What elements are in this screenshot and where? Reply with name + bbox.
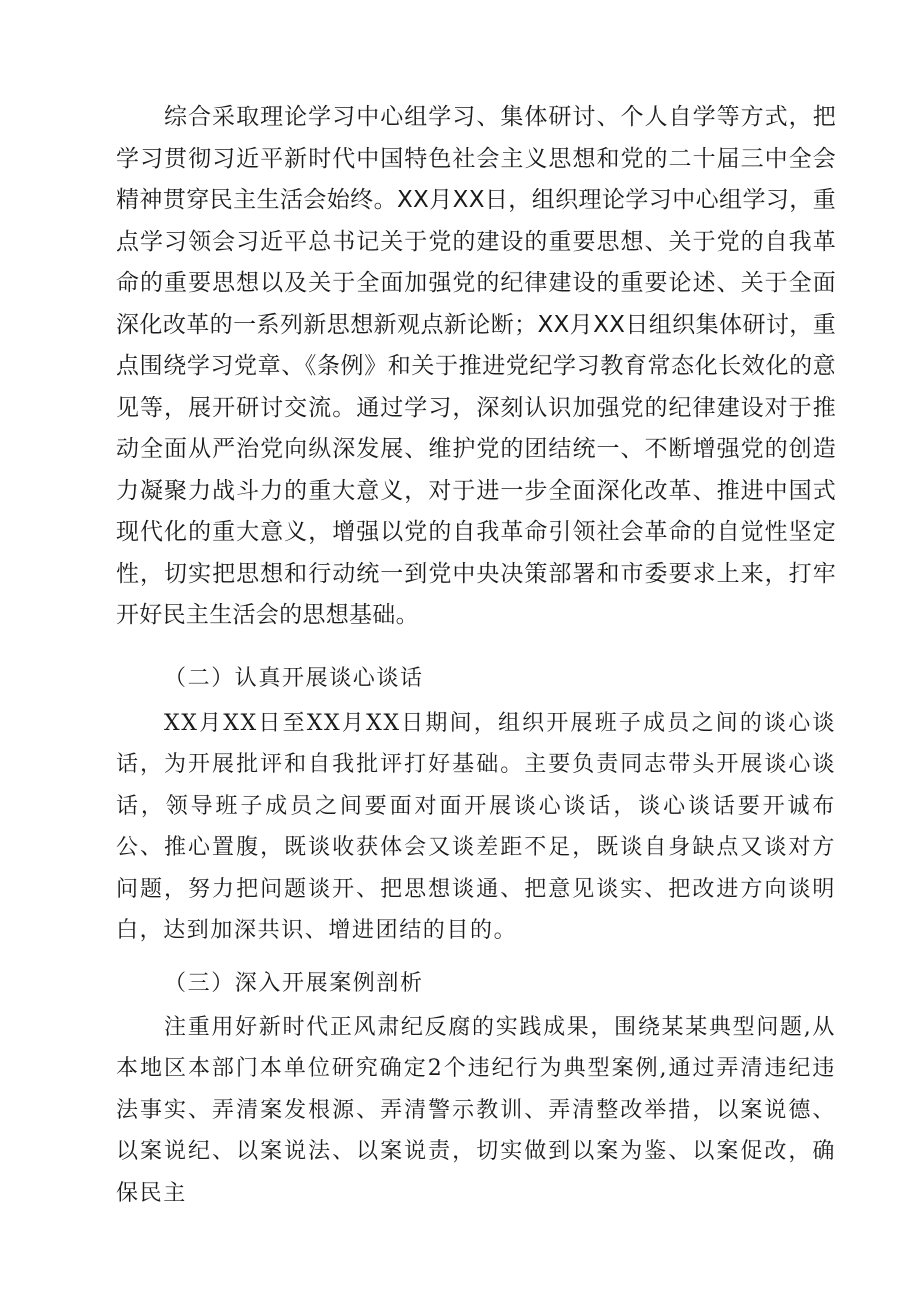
paragraph-text: XX月XX日至XX月XX日期间，组织开展班子成员之间的谈心谈话，为开展批评和自我批评打好基础。主要负责同志带头开展谈心谈话，领导班子成员之间要面对面开展谈心谈话，谈心谈话要开诚布公、推心置腹，既谈收获体会又谈差距不足，既谈自身缺点又谈对方问题，努力把问题谈开、把思想谈通、把意见谈实、把改进方向谈明白，达到加深共识、增进团结的目的。	[116, 711, 836, 944]
paragraph-case-analysis	[116, 1007, 836, 1214]
paragraph-text: 综合采取理论学习中心组学习、集体研讨、个人自学等方式，把学习贯彻习近平新时代中国特色社会主义思想和党的二十届三中全会精神贯穿民主生活会始终。XX月XX日，组织理论学习中心组学习，重点学习领会习近平总书记关于党的建设的重要思想、关于党的自我革命的重要思想以及关于全面加强党的纪律建设的重要论述、关于全面深化改革的一系列新思想新观点新论断；XX月XX日组织集体研讨，重点围绕学习党章、《条例》和关于推进党纪学习教育常态化长效化的意见等，展开研讨交流。通过学习，深刻认识加强党的纪律建设对于推动全面从严治党向纵深发展、维护党的团结统一、不断增强党的创造力凝聚力战斗力的重大意义，对于进一步全面深化改革、推进中国式现代化的重大意义，增强以党的自我革命引领社会革命的自觉性坚定性，切实把思想和行动统一到党中央决策部署和市委要求上来，打牢开好民主生活会的思想基础。	[116, 104, 836, 628]
section-heading-talks: （二）认真开展谈心谈话	[164, 666, 424, 691]
paragraph-theory-study	[116, 97, 836, 637]
paragraph-text: 注重用好新时代正风肃纪反腐的实践成果，围绕某某典型问题,从本地区本部门本单位研究确定2个违纪行为典型案例,通过弄清违纪违法事实、弄清案发根源、弄清警示教训、弄清整改举措，以案说德、以案说纪、以案说法、以案说责，切实做到以案为鉴、以案促改，确保民主	[116, 1015, 836, 1206]
paragraph-heart-to-heart-talks	[116, 703, 836, 951]
section-heading-case-analysis: （三）深入开展案例剖析	[164, 971, 424, 996]
